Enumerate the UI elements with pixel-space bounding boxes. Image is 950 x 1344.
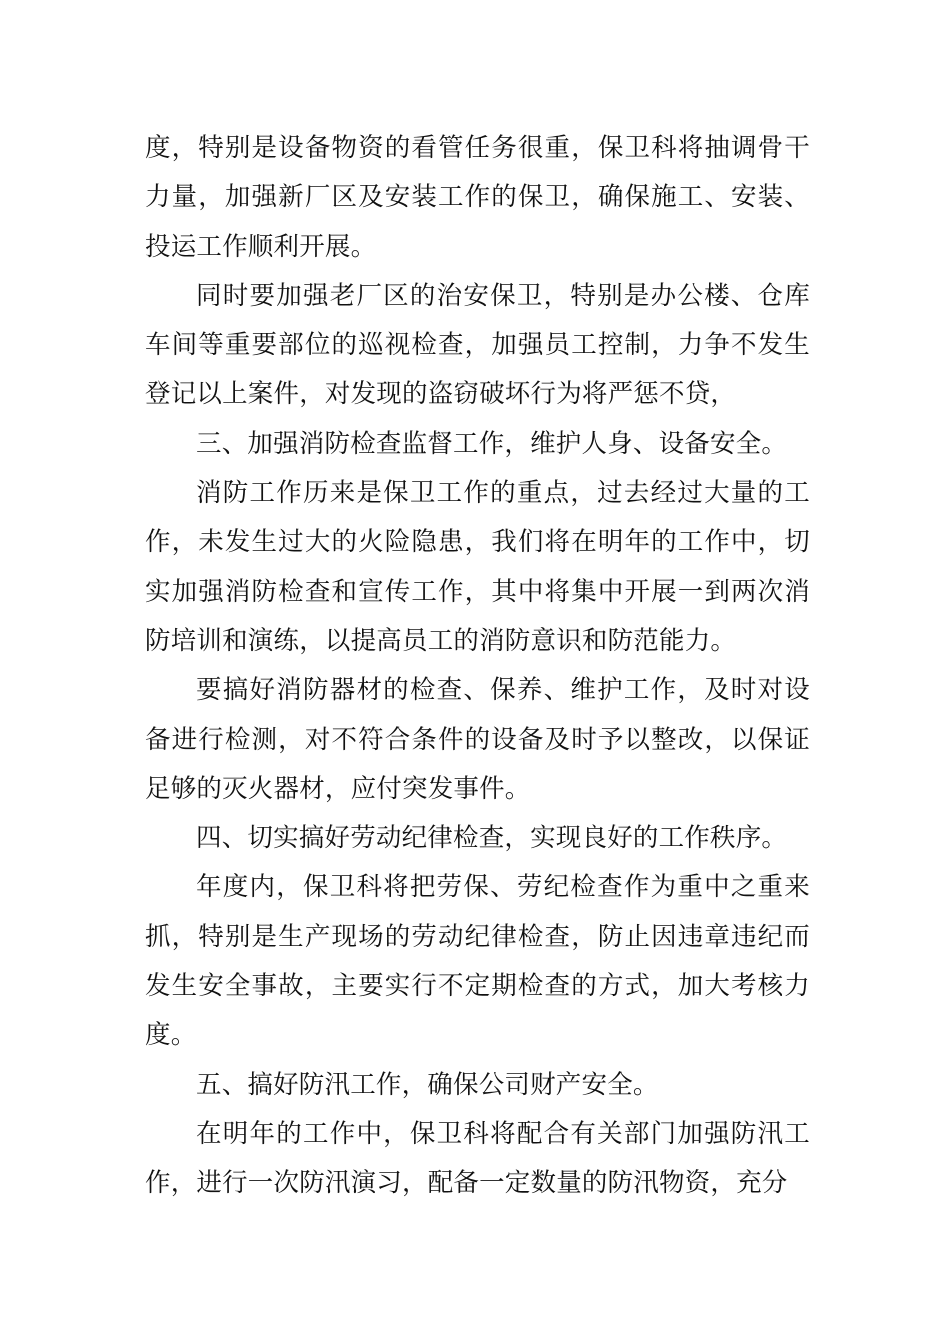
paragraph-7: 年度内，保卫科将把劳保、劳纪检查作为重中之重来抓，特别是生产现场的劳动纪律检查，防止因违章违纪而发生安全事故，主要实行不定期检查的方式，加大考核力度。 bbox=[145, 872, 810, 1051]
paragraph-2: 同时要加强老厂区的治安保卫，特别是办公楼、仓库车间等重要部位的巡视检查，加强员工控制，力争不发生登记以上案件，对发现的盗窃破坏行为将严惩不贷， bbox=[145, 280, 810, 410]
paragraph-4: 消防工作历来是保卫工作的重点，过去经过大量的工作，未发生过大的火险隐患，我们将在明年的工作中，切实加强消防检查和宣传工作，其中将集中开展一到两次消防培训和演练，以提高员工的消防意识和防范能力。 bbox=[145, 478, 810, 656]
paragraph-5: 要搞好消防器材的检查、保养、维护工作，及时对设备进行检测，对不符合条件的设备及时予以整改，以保证足够的灭火器材，应付突发事件。 bbox=[145, 675, 810, 804]
section-heading-4: 四、切实搞好劳动纪律检查，实现良好的工作秩序。 bbox=[196, 823, 788, 854]
section-heading-3: 三、加强消防检查监督工作，维护人身、设备安全。 bbox=[196, 428, 788, 459]
paragraph-1: 度，特别是设备物资的看管任务很重，保卫科将抽调骨干力量，加强新厂区及安装工作的保卫，确保施工、安装、投运工作顺利开展。 bbox=[145, 133, 810, 262]
paragraph-9: 在明年的工作中，保卫科将配合有关部门加强防汛工作，进行一次防汛演习，配备一定数量的防汛物资，充分 bbox=[145, 1118, 810, 1199]
document-body bbox=[145, 124, 810, 1209]
section-heading-5: 五、搞好防汛工作，确保公司财产安全。 bbox=[196, 1069, 659, 1100]
